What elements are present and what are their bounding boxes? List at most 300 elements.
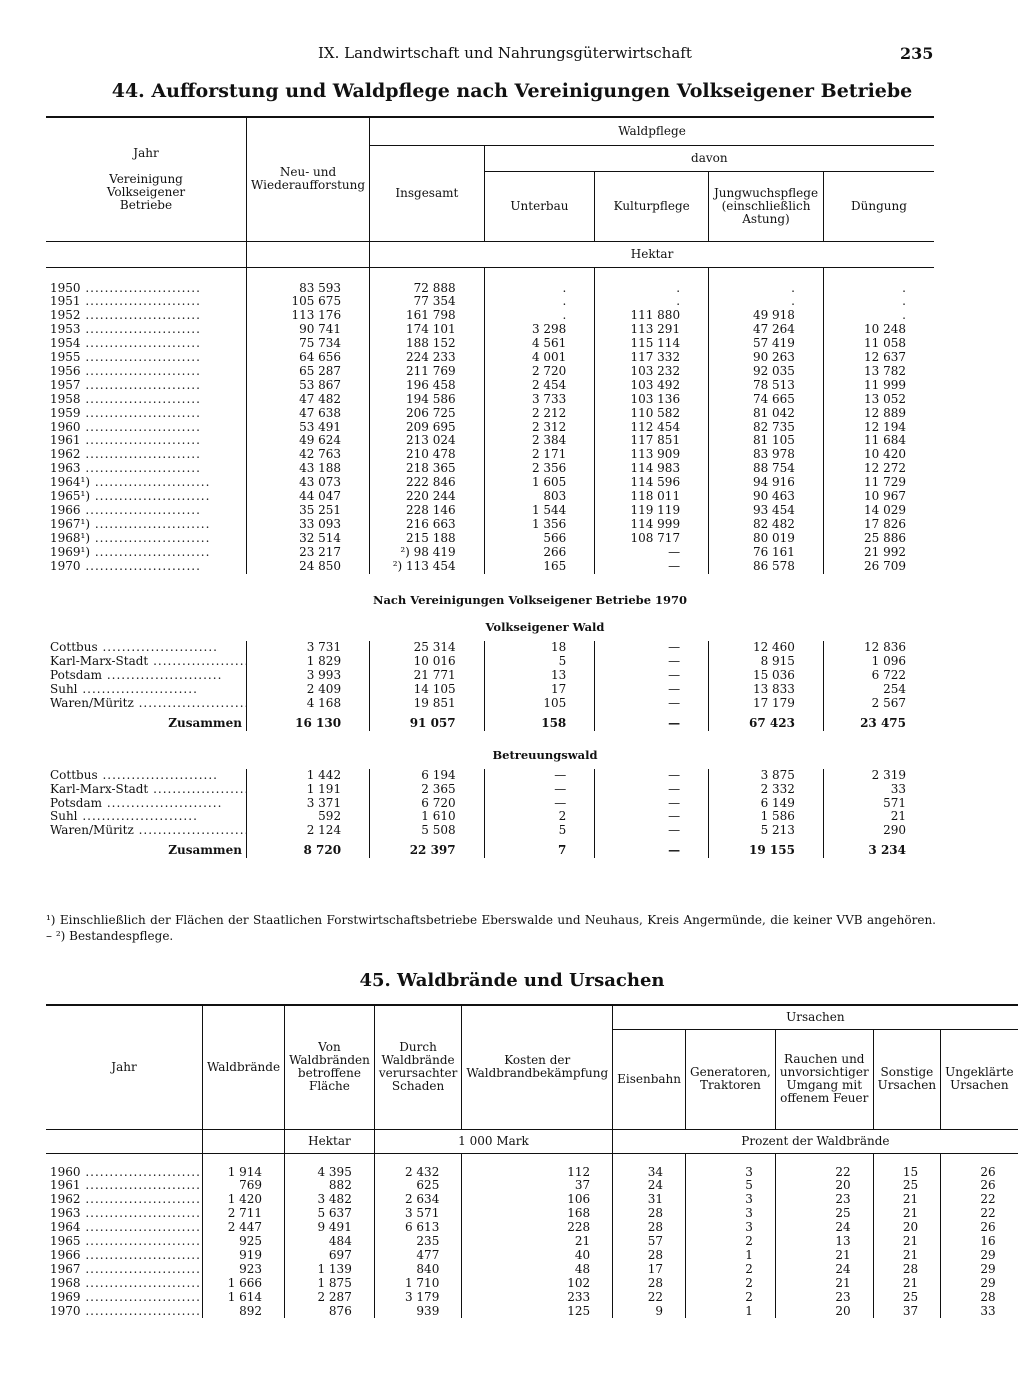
cell-value: 1 914 [203, 1153, 285, 1179]
row-label: 1963 ..... [46, 1207, 203, 1221]
cell-value: 224 233 [370, 351, 485, 365]
cell-value: 4 168 [247, 697, 370, 711]
cell-value: 876 [285, 1305, 375, 1319]
cell-value: 161 798 [370, 309, 485, 323]
cell-value: 80 019 [709, 532, 824, 546]
cell-value: 25 [873, 1291, 940, 1305]
year-row [46, 532, 934, 546]
cell-value: 7 [484, 838, 595, 858]
cell-value: 222 846 [370, 476, 485, 490]
cell-value: 103 232 [595, 365, 709, 379]
row-label: 1950 ..... [46, 267, 247, 295]
region-row [46, 783, 934, 797]
cell-value: 28 [613, 1249, 686, 1263]
cell-value: 1 614 [203, 1291, 285, 1305]
cell-value: 216 663 [370, 518, 485, 532]
year-row [46, 365, 934, 379]
year-row [46, 1249, 1018, 1263]
row-label: 1956 ..... [46, 365, 247, 379]
cell-value: 1 139 [285, 1263, 375, 1277]
row-label: Waren/Müritz ..... [46, 824, 247, 838]
row-label: Karl-Marx-Stadt ..... [46, 655, 247, 669]
cell-value: 925 [203, 1235, 285, 1249]
cell-value: — [595, 641, 709, 655]
cell-value: — [595, 546, 709, 560]
cell-value: 17 826 [864, 516, 906, 531]
t45-col-eisenbahn-header: Eisenbahn [613, 1029, 686, 1129]
cell-value: 592 [247, 810, 370, 824]
cell-value: 1 586 [709, 810, 824, 824]
cell-value: 13 782 [864, 363, 906, 378]
col-jungwuchs-header: Jungwuchspflege (einschließlich Astung) [709, 171, 824, 241]
year-row [46, 1221, 1018, 1235]
row-label: Potsdam ..... [46, 669, 247, 683]
row-label: 1962 ..... [46, 448, 247, 462]
cell-value: 125 [462, 1305, 613, 1319]
cell-value: — [595, 769, 709, 783]
cell-value: 477 [374, 1249, 462, 1263]
cell-value: . [709, 295, 824, 309]
row-label: Potsdam ..... [46, 797, 247, 811]
cell-value: 43 073 [247, 476, 370, 490]
cell-value: 26 [980, 1178, 996, 1193]
cell-value: 117 332 [595, 351, 709, 365]
cell-value: 206 725 [370, 407, 485, 421]
cell-value: 213 024 [370, 434, 485, 448]
cell-value: 25 [873, 1179, 940, 1193]
cell-value: 923 [203, 1263, 285, 1277]
cell-value: — [595, 560, 709, 574]
cell-value: 1 875 [285, 1277, 375, 1291]
cell-value: 2 [484, 810, 595, 824]
cell-value: 625 [374, 1179, 462, 1193]
year-row [46, 295, 934, 309]
year-row [46, 379, 934, 393]
cell-value: 3 298 [484, 323, 595, 337]
cell-value: 44 047 [247, 490, 370, 504]
year-row [46, 351, 934, 365]
cell-value: 112 454 [595, 421, 709, 435]
row-label: 1962 ..... [46, 1193, 203, 1207]
cell-value: — [595, 697, 709, 711]
t45-ursachen-header: Ursachen [613, 1005, 1018, 1029]
cell-value: 4 395 [285, 1153, 375, 1179]
cell-value: 254 [883, 682, 906, 697]
t45-col-jahr-header: Jahr [46, 1005, 203, 1129]
table-44-footnote: ¹) Einschließlich der Flächen der Staatlichen Forstwirtschaftsbetriebe Eberswalde und Neuhaus, Kreis Angermünde, die keiner VVB angehören. – ²) Bestandespflege. [46, 913, 936, 943]
cell-value: 12 194 [864, 419, 906, 434]
cell-value: . [595, 295, 709, 309]
cell-value: 20 [873, 1221, 940, 1235]
cell-value: 29 [980, 1261, 996, 1276]
cell-value: 2 [686, 1235, 776, 1249]
cell-value: 118 011 [595, 490, 709, 504]
cell-value: 5 213 [709, 824, 824, 838]
cell-value: 919 [203, 1249, 285, 1263]
row-label: Cottbus ..... [46, 641, 247, 655]
cell-value: 2 [686, 1263, 776, 1277]
cell-value: 165 [484, 560, 595, 574]
row-label: Zusammen [46, 711, 247, 731]
cell-value: 2 720 [484, 365, 595, 379]
cell-value: 49 918 [709, 309, 824, 323]
region-row [46, 769, 934, 783]
region-row [46, 697, 934, 711]
cell-value: 22 [613, 1291, 686, 1305]
waldpflege-header: Waldpflege [370, 117, 934, 145]
cell-value: 5 [484, 824, 595, 838]
cell-value: 103 492 [595, 379, 709, 393]
row-label: 1958 ..... [46, 393, 247, 407]
cell-value: 174 101 [370, 323, 485, 337]
year-row [46, 267, 934, 295]
cell-value: 114 999 [595, 518, 709, 532]
cell-value: — [484, 769, 595, 783]
cell-value: 33 093 [247, 518, 370, 532]
cell-value: 47 264 [709, 323, 824, 337]
page-number: 235 [900, 44, 934, 63]
cell-value: 6 720 [370, 797, 485, 811]
cell-value: 43 188 [247, 462, 370, 476]
cell-value: 8 720 [247, 838, 370, 858]
cell-value: 3 [686, 1153, 776, 1179]
cell-value: 2 432 [374, 1153, 462, 1179]
cell-value: 47 482 [247, 393, 370, 407]
cell-value: 290 [883, 823, 906, 838]
cell-value: 13 833 [709, 683, 824, 697]
cell-value: 1 710 [374, 1277, 462, 1291]
cell-value: 78 513 [709, 379, 824, 393]
cell-value: 23 475 [860, 715, 906, 730]
cell-value: 6 194 [370, 769, 485, 783]
cell-value: 28 [873, 1263, 940, 1277]
row-label: 1963 ..... [46, 462, 247, 476]
year-row [46, 1263, 1018, 1277]
col-duengung-header: Düngung [823, 171, 934, 241]
t45-unit-hektar: Hektar [285, 1129, 375, 1153]
year-row [46, 309, 934, 323]
cell-value: 6 722 [871, 668, 906, 683]
cell-value: 10 248 [864, 322, 906, 337]
cell-value: 82 735 [709, 421, 824, 435]
table-44-title: 44. Aufforstung und Waldpflege nach Vereinigungen Volkseigener Betriebe [111, 80, 913, 102]
cell-value: 34 [613, 1153, 686, 1179]
cell-value: 218 365 [370, 462, 485, 476]
cell-value: 72 888 [370, 267, 485, 295]
cell-value: 67 423 [709, 711, 824, 731]
cell-value: 24 [775, 1221, 873, 1235]
cell-value: 571 [883, 795, 906, 810]
row-label: 1954 ..... [46, 337, 247, 351]
cell-value: 6 613 [374, 1221, 462, 1235]
cell-value: 24 [775, 1263, 873, 1277]
cell-value: 13 [775, 1235, 873, 1249]
cell-value: 21 [873, 1193, 940, 1207]
cell-value: 22 397 [370, 838, 485, 858]
cell-value: 13 052 [864, 391, 906, 406]
cell-value: 21 992 [864, 544, 906, 559]
cell-value: 48 [462, 1263, 613, 1277]
cell-value: 17 [613, 1263, 686, 1277]
cell-value: . [484, 309, 595, 323]
cell-value: 3 731 [247, 641, 370, 655]
cell-value: . [902, 294, 906, 309]
cell-value: 57 419 [709, 337, 824, 351]
cell-value: 3 733 [484, 393, 595, 407]
row-label: 1969 ..... [46, 1291, 203, 1305]
cell-value: 13 [484, 669, 595, 683]
cell-value: 28 [613, 1221, 686, 1235]
cell-value: 11 058 [864, 336, 906, 351]
cell-value: 113 176 [247, 309, 370, 323]
cell-value: 23 217 [247, 546, 370, 560]
cell-value: — [484, 783, 595, 797]
t45-col-schaden-header: Durch Waldbrände verursachter Schaden [374, 1005, 462, 1129]
cell-value: 16 [980, 1234, 996, 1249]
row-label: 1953 ..... [46, 323, 247, 337]
t45-col-generatoren-header: Generatoren, Traktoren [686, 1029, 776, 1129]
section-bw-header: Betreuungswald [492, 747, 598, 762]
year-row [46, 560, 934, 574]
cell-value: 114 983 [595, 462, 709, 476]
cell-value: 94 916 [709, 476, 824, 490]
cell-value: 23 [775, 1291, 873, 1305]
year-row [46, 504, 934, 518]
cell-value: 21 771 [370, 669, 485, 683]
row-label: Karl-Marx-Stadt ..... [46, 783, 247, 797]
cell-value: — [595, 824, 709, 838]
cell-value: 6 149 [709, 797, 824, 811]
cell-value: 17 [484, 683, 595, 697]
cell-value: 194 586 [370, 393, 485, 407]
cell-value: 5 [484, 655, 595, 669]
cell-value: 2 567 [871, 695, 906, 710]
row-label: Cottbus ..... [46, 769, 247, 783]
cell-value: 233 [462, 1291, 613, 1305]
cell-value: — [484, 797, 595, 811]
t45-unit-mark: 1 000 Mark [374, 1129, 612, 1153]
cell-value: 2 384 [484, 434, 595, 448]
region-row [46, 641, 934, 655]
cell-value: 12 889 [864, 405, 906, 420]
row-label: 1960 ..... [46, 421, 247, 435]
cell-value: 235 [374, 1235, 462, 1249]
col-unterbau-header: Unterbau [484, 171, 595, 241]
cell-value: 22 [775, 1153, 873, 1179]
t45-unit-prozent: Prozent der Waldbrände [613, 1129, 1018, 1153]
cell-value: 1 666 [203, 1277, 285, 1291]
cell-value: 23 [775, 1193, 873, 1207]
cell-value: 2 171 [484, 448, 595, 462]
year-row [46, 1277, 1018, 1291]
table-45 [46, 1004, 1018, 1318]
cell-value: 19 851 [370, 697, 485, 711]
cell-value: 697 [285, 1249, 375, 1263]
cell-value: 4 561 [484, 337, 595, 351]
cell-value: 21 [873, 1207, 940, 1221]
cell-value: — [595, 655, 709, 669]
cell-value: 12 637 [864, 350, 906, 365]
cell-value: 10 016 [370, 655, 485, 669]
cell-value: 37 [873, 1305, 940, 1319]
cell-value: 4 001 [484, 351, 595, 365]
cell-value: 11 729 [864, 475, 906, 490]
cell-value: 5 [686, 1179, 776, 1193]
cell-value: — [595, 838, 709, 858]
cell-value: 220 244 [370, 490, 485, 504]
cell-value: 3 [686, 1207, 776, 1221]
row-label: 1964 ..... [46, 1221, 203, 1235]
year-row [46, 434, 934, 448]
row-label: 1970 ..... [46, 1305, 203, 1319]
cell-value: 1 191 [247, 783, 370, 797]
cell-value: 1 610 [370, 810, 485, 824]
cell-value: 119 119 [595, 504, 709, 518]
row-label: 1965¹) ..... [46, 490, 247, 504]
year-row [46, 476, 934, 490]
cell-value: 82 482 [709, 518, 824, 532]
cell-value: 28 [613, 1277, 686, 1291]
cell-value: 40 [462, 1249, 613, 1263]
region-row [46, 810, 934, 824]
cell-value: 2 447 [203, 1221, 285, 1235]
cell-value: 2 454 [484, 379, 595, 393]
cell-value: 31 [613, 1193, 686, 1207]
cell-value: . [709, 267, 824, 295]
year-row [46, 1235, 1018, 1249]
cell-value: . [484, 295, 595, 309]
cell-value: 83 978 [709, 448, 824, 462]
row-label: 1966 ..... [46, 1249, 203, 1263]
row-label: Zusammen [46, 838, 247, 858]
cell-value: 12 836 [864, 640, 906, 655]
cell-value: 22 [980, 1192, 996, 1207]
cell-value: 1 605 [484, 476, 595, 490]
cell-value: 5 637 [285, 1207, 375, 1221]
cell-value: 892 [203, 1305, 285, 1319]
table-45-title: 45. Waldbrände und Ursachen [359, 970, 665, 991]
cell-value: 20 [775, 1179, 873, 1193]
region-row [46, 797, 934, 811]
cell-value: 228 146 [370, 504, 485, 518]
cell-value: 2 356 [484, 462, 595, 476]
cell-value: 2 [686, 1277, 776, 1291]
cell-value: 1 544 [484, 504, 595, 518]
cell-value: 81 042 [709, 407, 824, 421]
cell-value: 882 [285, 1179, 375, 1193]
cell-value: 91 057 [370, 711, 485, 731]
cell-value: 25 [775, 1207, 873, 1221]
cell-value: 24 850 [247, 560, 370, 574]
cell-value: 12 272 [864, 461, 906, 476]
cell-value: 20 [775, 1305, 873, 1319]
cell-value: 1 356 [484, 518, 595, 532]
cell-value: 3 482 [285, 1193, 375, 1207]
t45-col-waldbraende-header: Waldbrände [203, 1005, 285, 1129]
row-label: 1970 ..... [46, 560, 247, 574]
cell-value: 228 [462, 1221, 613, 1235]
cell-value: 92 035 [709, 365, 824, 379]
cell-value: ²) 113 454 [370, 560, 485, 574]
t45-col-sonstige-header: Sonstige Ursachen [873, 1029, 940, 1129]
cell-value: 209 695 [370, 421, 485, 435]
col-neu-header: Neu- und Wiederaufforstung [247, 117, 370, 241]
cell-value: . [902, 280, 906, 295]
cell-value: 53 867 [247, 379, 370, 393]
row-label: 1959 ..... [46, 407, 247, 421]
cell-value: 11 684 [864, 433, 906, 448]
cell-value: 21 [873, 1235, 940, 1249]
cell-value: 57 [613, 1235, 686, 1249]
cell-value: 42 763 [247, 448, 370, 462]
cell-value: 215 188 [370, 532, 485, 546]
year-row [46, 518, 934, 532]
cell-value: 106 [462, 1193, 613, 1207]
cell-value: 9 [613, 1305, 686, 1319]
cell-value: 21 [873, 1277, 940, 1291]
cell-value: 939 [374, 1305, 462, 1319]
t45-col-kosten-header: Kosten der Waldbrandbekämpfung [462, 1005, 613, 1129]
cell-value: 18 [484, 641, 595, 655]
region-row [46, 824, 934, 838]
cell-value: 103 136 [595, 393, 709, 407]
cell-value: 1 829 [247, 655, 370, 669]
cell-value: 77 354 [370, 295, 485, 309]
cell-value: 33 [980, 1303, 996, 1318]
cell-value: 65 287 [247, 365, 370, 379]
cell-value: 113 291 [595, 323, 709, 337]
cell-value: 211 769 [370, 365, 485, 379]
unit-hektar: Hektar [370, 241, 934, 267]
cell-value: 114 596 [595, 476, 709, 490]
cell-value: 35 251 [247, 504, 370, 518]
cell-value: 105 [484, 697, 595, 711]
row-label: Suhl ..... [46, 810, 247, 824]
year-row [46, 393, 934, 407]
cell-value: 3 [686, 1221, 776, 1235]
cell-value: 83 593 [247, 267, 370, 295]
cell-value: — [595, 711, 709, 731]
cell-value: 1 420 [203, 1193, 285, 1207]
cell-value: 21 [775, 1249, 873, 1263]
cell-value: 26 [980, 1220, 996, 1235]
cell-value: 90 263 [709, 351, 824, 365]
col-insgesamt-header: Insgesamt [370, 145, 485, 241]
t45-col-flaeche-header: Von Waldbränden betroffene Fläche [285, 1005, 375, 1129]
cell-value: 769 [203, 1179, 285, 1193]
cell-value: 26 [980, 1164, 996, 1179]
cell-value: 8 915 [709, 655, 824, 669]
region-row [46, 655, 934, 669]
year-row [46, 1207, 1018, 1221]
cell-value: 28 [980, 1289, 996, 1304]
year-row [46, 1305, 1018, 1319]
year-row [46, 337, 934, 351]
cell-value: 74 665 [709, 393, 824, 407]
cell-value: 29 [980, 1275, 996, 1290]
cell-value: 2 212 [484, 407, 595, 421]
cell-value: — [595, 683, 709, 697]
cell-value: 64 656 [247, 351, 370, 365]
cell-value: 210 478 [370, 448, 485, 462]
cell-value: 37 [462, 1179, 613, 1193]
cell-value: 17 179 [709, 697, 824, 711]
cell-value: 3 993 [247, 669, 370, 683]
cell-value: ²) 98 419 [370, 546, 485, 560]
row-label: 1961 ..... [46, 434, 247, 448]
cell-value: 21 [890, 809, 906, 824]
row-label: 1965 ..... [46, 1235, 203, 1249]
